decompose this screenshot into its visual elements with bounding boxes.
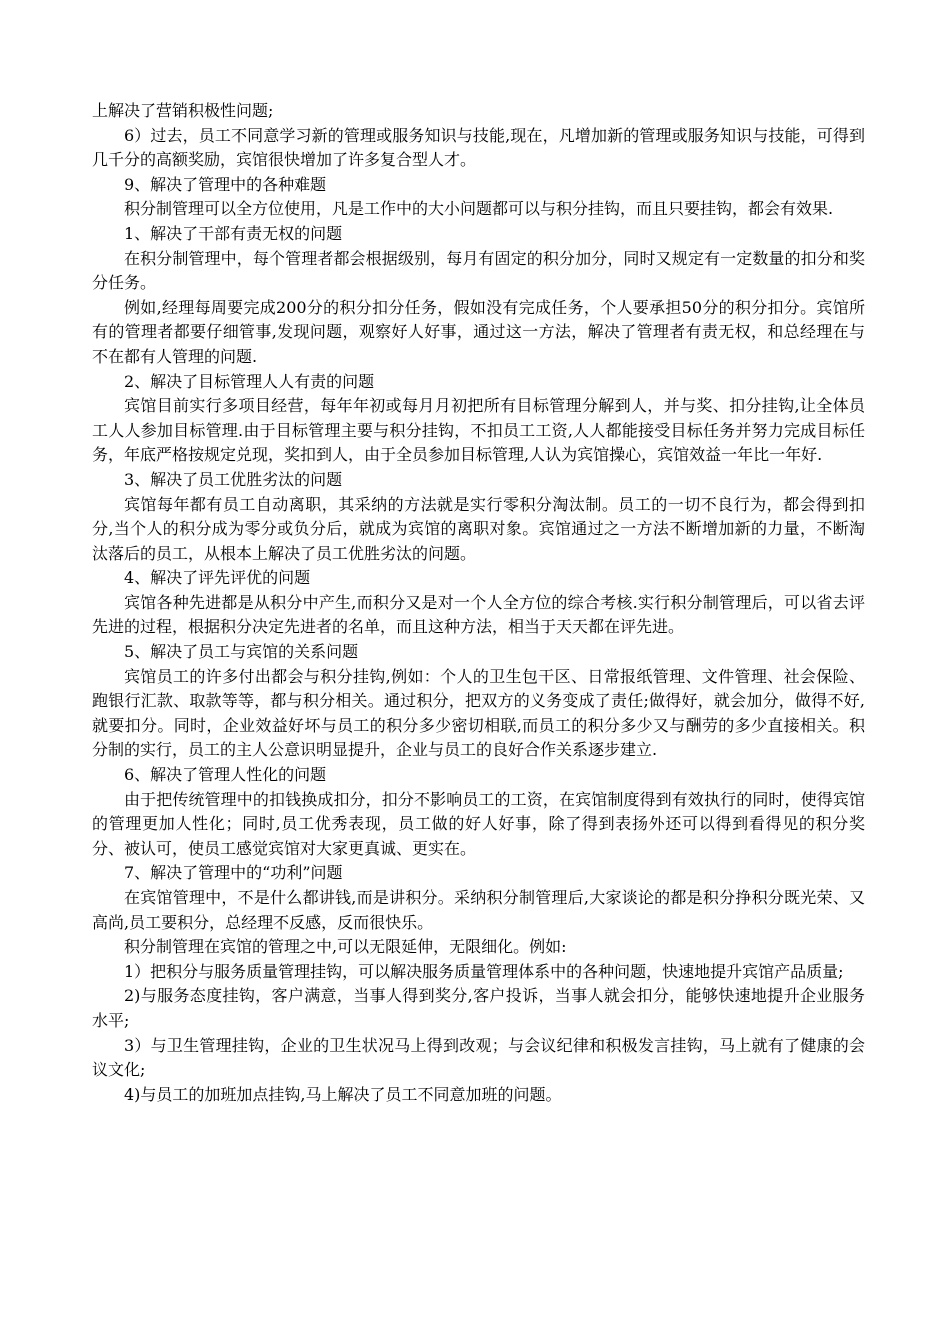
list-item: 2)与服务态度挂钩，客户满意，当事人得到奖分,客户投诉，当事人就会扣分，能够快速地提升企业服务水平; (92, 986, 865, 1030)
paragraph: 积分制管理在宾馆的管理之中,可以无限延伸，无限细化。例如: (124, 937, 567, 957)
paragraph: 在积分制管理中，每个管理者都会根据级别，每月有固定的积分加分，同时又规定有一定数量的扣分和奖分任务。 (92, 248, 865, 293)
paragraph: 宾馆各种先进都是从积分中产生,而积分又是对一个人全方位的综合考核.实行积分制管理后，可以省去评先进的过程，根据积分决定先进者的名单，而且这种方法，相当于天天都在评先进。 (92, 592, 865, 637)
list-item: 3）与卫生管理挂钩，企业的卫生状况马上得到改观；与会议纪律和积极发言挂钩，马上就有了健康的会议文化; (92, 1035, 865, 1080)
paragraph: 宾馆目前实行多项目经营，每年年初或每月月初把所有目标管理分解到人，并与奖、扣分挂钩,让全体员工人人参加目标管理.由于目标管理主要与积分挂钩，不扣员工工资,人人都能接受目标任务并努力完成目标任务，年底严格按规定兑现，奖扣到人，由于全员参加目标管理,人认为宾馆操心，宾馆效益一年比一年好. (92, 396, 865, 465)
list-item: 1）把积分与服务质量管理挂钩，可以解决服务质量管理体系中的各种问题，快速地提升宾馆产品质量; (124, 961, 844, 981)
section-heading: 3、解决了员工优胜劣汰的问题 (124, 469, 343, 489)
section-heading: 2、解决了目标管理人人有责的问题 (124, 371, 375, 391)
paragraph: 例如,经理每周要完成200分的积分扣分任务，假如没有完成任务，个人要承担50分的积分扣分。宾馆所有的管理者都要仔细管事,发现问题，观察好人好事，通过这一方法，解决了管理者有责无权，和总经理在与不在都有人管理的问题. (92, 297, 865, 366)
section-heading: 1、解决了干部有责无权的问题 (124, 223, 343, 243)
paragraph: 在宾馆管理中，不是什么都讲钱,而是讲积分。采纳积分制管理后,大家谈论的都是积分挣积分既光荣、又高尚,员工要积分，总经理不反感，反而很快乐。 (92, 888, 865, 932)
paragraph: 积分制管理可以全方位使用，凡是工作中的大小问题都可以与积分挂钩，而且只要挂钩，都会有效果. (124, 199, 834, 219)
section-heading: 7、解决了管理中的“功利”问题 (124, 863, 343, 883)
list-item: 4)与员工的加班加点挂钩,马上解决了员工不同意加班的问题。 (124, 1084, 562, 1104)
document-body (92, 99, 865, 1107)
section-heading: 6、解决了管理人性化的问题 (124, 765, 327, 785)
paragraph: 宾馆员工的许多付出都会与积分挂钩,例如：个人的卫生包干区、日常报纸管理、文件管理、社会保险、跑银行汇款、取款等等，都与积分相关。通过积分，把双方的义务变成了责任;做得好，就会加分，做得不好,就要扣分。同时，企业效益好坏与员工的积分多少密切相联,而员工的积分多少又与酬劳的多少直接相关。积分制的实行，员工的主人公意识明显提升，企业与员工的良好合作关系逐步建立. (92, 666, 865, 760)
section-heading: 4、解决了评先评优的问题 (124, 568, 311, 588)
section-heading: 5、解决了员工与宾馆的关系问题 (124, 642, 359, 662)
paragraph: 宾馆每年都有员工自动离职，其采纳的方法就是实行零积分淘汰制。员工的一切不良行为，都会得到扣分,当个人的积分成为零分或负分后，就成为宾馆的离职对象。宾馆通过之一方法不断增加新的力量，不断淘汰落后的员工，从根本上解决了员工优胜劣汰的问题。 (92, 494, 865, 563)
section-heading: 9、解决了管理中的各种难题 (124, 174, 327, 194)
paragraph: 6）过去，员工不同意学习新的管理或服务知识与技能,现在，凡增加新的管理或服务知识与技能，可得到几千分的高额奖励，宾馆很快增加了许多复合型人才。 (92, 125, 865, 170)
paragraph: 上解决了营销积极性问题; (92, 101, 274, 120)
paragraph: 由于把传统管理中的扣钱换成扣分，扣分不影响员工的工资，在宾馆制度得到有效执行的同时，使得宾馆的管理更加人性化；同时,员工优秀表现，员工做的好人好事，除了得到表扬外还可以得到看得见的积分奖分、被认可，使员工感觉宾馆对大家更真诚、更实在。 (92, 789, 865, 858)
